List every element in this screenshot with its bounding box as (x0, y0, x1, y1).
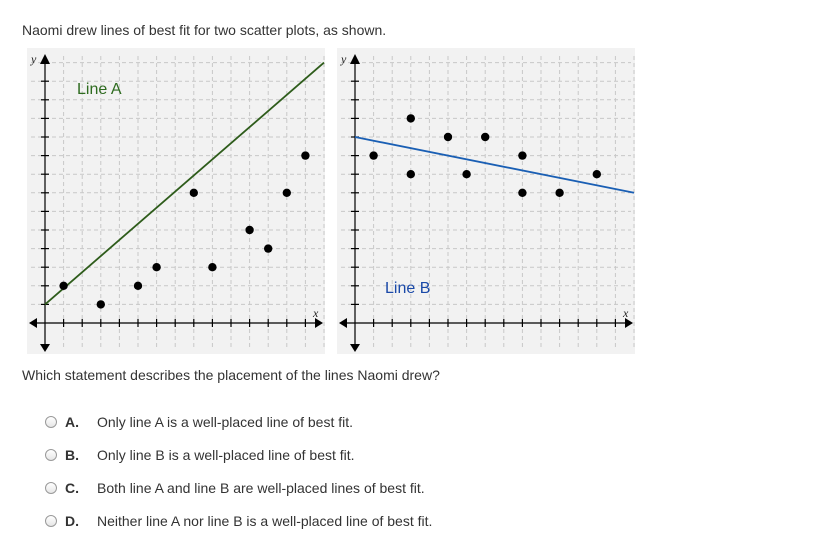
scatter-plot-b (337, 48, 635, 354)
choice-d[interactable] (45, 507, 515, 535)
grid (341, 56, 634, 348)
data-point (97, 300, 105, 308)
data-point (264, 244, 272, 252)
y-axis-label: y (31, 52, 37, 66)
x-axis-label: x (313, 306, 319, 320)
line-label: Line B (385, 280, 431, 297)
data-point (518, 151, 526, 159)
data-point (593, 170, 601, 178)
data-point (518, 189, 526, 197)
plot-svg (337, 48, 635, 354)
data-point (301, 151, 309, 159)
data-point (59, 282, 67, 290)
data-point (407, 170, 415, 178)
plot-svg (27, 48, 325, 354)
data-point (481, 133, 489, 141)
choice-c[interactable] (45, 474, 515, 502)
data-point (134, 282, 142, 290)
x-axis-label: x (623, 306, 629, 320)
choice-b[interactable] (45, 441, 515, 469)
choice-text: Both line A and line B are well-placed lines of best fit. (97, 480, 425, 496)
data-point (245, 226, 253, 234)
radio-button[interactable] (45, 449, 57, 461)
choice-letter: D. (65, 513, 79, 529)
x-axis-arrow-left (339, 318, 347, 328)
best-fit-line (45, 63, 324, 305)
data-point (369, 151, 377, 159)
radio-button[interactable] (45, 416, 57, 428)
x-axis-arrow-left (29, 318, 37, 328)
y-axis-arrow-up (40, 54, 50, 64)
choice-text: Only line A is a well-placed line of best fit. (97, 414, 354, 430)
data-point (208, 263, 216, 271)
scatter-plot-a (27, 48, 325, 354)
question-text: Which statement describes the placement of the lines Naomi drew? (22, 367, 440, 383)
y-axis-label: y (341, 52, 347, 66)
data-point (555, 189, 563, 197)
data-point (407, 114, 415, 122)
data-point (190, 189, 198, 197)
data-point (152, 263, 160, 271)
best-fit-line (355, 137, 634, 193)
choice-text: Only line B is a well-placed line of best fit. (97, 447, 355, 463)
choice-letter: B. (65, 447, 79, 463)
data-point (462, 170, 470, 178)
data-point (283, 189, 291, 197)
line-label: Line A (77, 81, 122, 98)
question-prompt: Naomi drew lines of best fit for two scatter plots, as shown. (22, 22, 387, 38)
y-axis-arrow-up (350, 54, 360, 64)
choice-letter: A. (65, 414, 79, 430)
data-point (444, 133, 452, 141)
choice-text: Neither line A nor line B is a well-placed line of best fit. (97, 513, 433, 529)
y-axis-arrow-down (40, 344, 50, 352)
radio-button[interactable] (45, 482, 57, 494)
choice-letter: C. (65, 480, 79, 496)
choice-a[interactable] (45, 408, 515, 436)
radio-button[interactable] (45, 515, 57, 527)
y-axis-arrow-down (350, 344, 360, 352)
